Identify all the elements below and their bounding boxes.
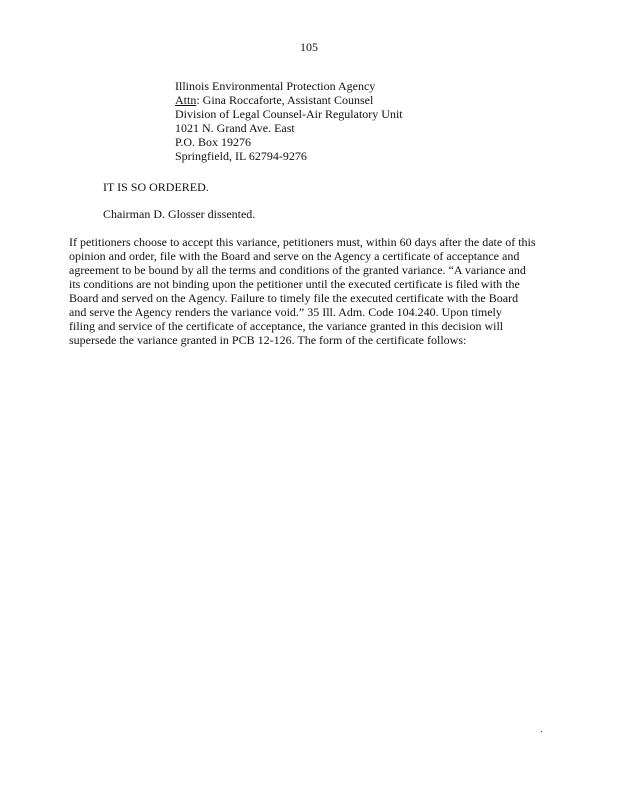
address-city-state-zip: Springfield, IL 62794-9276	[175, 149, 307, 163]
address-attention-prefix: Attn	[175, 93, 197, 107]
dissent-statement: Chairman D. Glosser dissented.	[103, 207, 256, 221]
page-number: 105	[300, 40, 318, 54]
paragraph-line: supersede the variance granted in PCB 12-126. The form of the certificate follows:	[69, 333, 467, 347]
scan-speck	[541, 731, 542, 732]
paragraph-line: and serve the Agency renders the variance void.” 35 Ill. Adm. Code 104.240. Upon timely	[69, 305, 502, 319]
paragraph-line: its conditions are not binding upon the petitioner until the executed certificate is filed with the	[69, 277, 520, 291]
paragraph-line: Board and served on the Agency. Failure to timely file the executed certificate with the Board	[69, 291, 519, 305]
address-agency: Illinois Environmental Protection Agency	[175, 79, 376, 93]
paragraph-line: opinion and order, file with the Board and serve on the Agency a certificate of acceptance and	[69, 249, 520, 263]
paragraph-line: agreement to be bound by all the terms and conditions of the granted variance. “A variance and	[69, 263, 526, 277]
paragraph-line: If petitioners choose to accept this variance, petitioners must, within 60 days after the date of this	[69, 235, 536, 249]
address-attention	[175, 93, 403, 107]
variance-paragraph	[69, 235, 549, 347]
address-division: Division of Legal Counsel-Air Regulatory Unit	[175, 107, 403, 121]
so-ordered-statement: IT IS SO ORDERED.	[103, 180, 209, 194]
address-block	[175, 79, 403, 163]
address-po-box: P.O. Box 19276	[175, 135, 252, 149]
paragraph-line: filing and service of the certificate of acceptance, the variance granted in this decision will	[69, 319, 504, 333]
address-street: 1021 N. Grand Ave. East	[175, 121, 295, 135]
address-attention-name: : Gina Roccaforte, Assistant Counsel	[196, 93, 374, 107]
